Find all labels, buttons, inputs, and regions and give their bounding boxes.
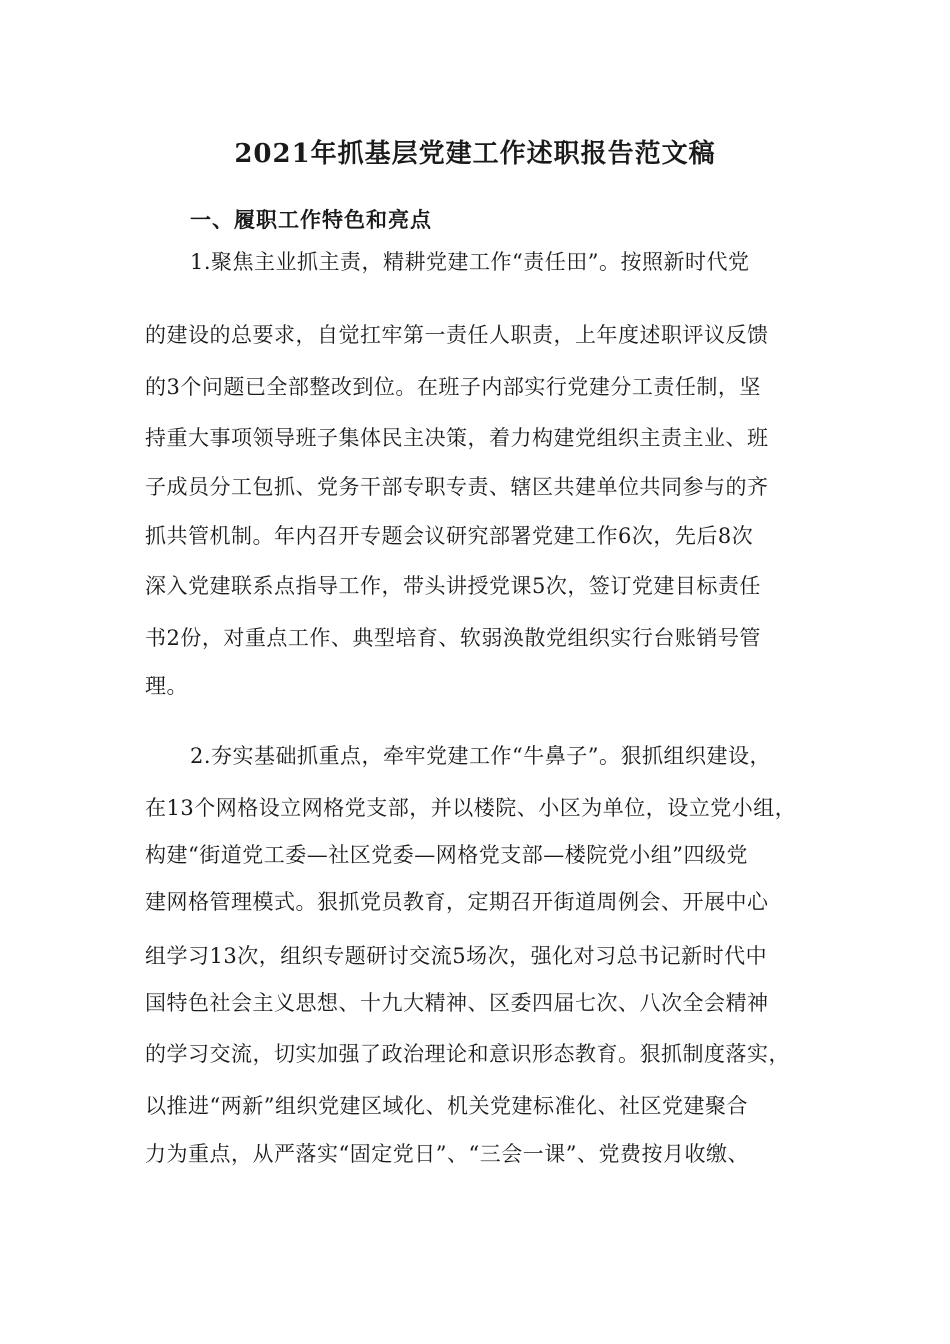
section-heading: 一、履职工作特色和亮点 [190,207,432,232]
paragraph-2-line: 在13个网格设立网格党支部，并以楼院、小区为单位，设立党小组， [145,796,797,820]
paragraph-2-line: 的学习交流，切实加强了政治理论和意识形态教育。狠抓制度落实， [145,1042,790,1066]
paragraph-1-line: 深入党建联系点指导工作，带头讲授党课5次，签订党建目标责任 [145,574,761,598]
paragraph-1-line: 的3个问题已全部整改到位。在班子内部实行党建分工责任制，坚 [145,375,761,399]
paragraph-1-line: 书2份，对重点工作、典型培育、软弱涣散党组织实行台账销号管 [145,626,761,650]
paragraph-1-line: 的建设的总要求，自觉扛牢第一责任人职责，上年度述职评议反馈 [145,323,769,347]
paragraph-2-line: 2.夯实基础抓重点，牵牢党建工作“牛鼻子”。狠抓组织建设， [190,744,772,768]
paragraph-2-line: 构建“街道党工委—社区党委—网格党支部—楼院党小组”四级党 [145,843,748,867]
paragraph-2-line: 建网格管理模式。狠抓党员教育，定期召开街道周例会、开展中心 [145,890,769,914]
document-title: 2021年抓基层党建工作述职报告范文稿 [234,139,716,169]
paragraph-1-line: 抓共管机制。年内召开专题会议研究部署党建工作6次，先后8次 [145,524,754,548]
paragraph-2-line: 国特色社会主义思想、十九大精神、区委四届七次、八次全会精神 [145,991,769,1015]
paragraph-2-line: 组学习13次，组织专题研讨交流5场次，强化对习总书记新时代中 [145,944,768,968]
paragraph-1-line: 1.聚焦主业抓主责，精耕党建工作“责任田”。按照新时代党 [190,250,750,274]
paragraph-2-line: 力为重点，从严落实“固定党日”、“三会一课”、党费按月收缴、 [145,1142,749,1166]
paragraph-1-line: 持重大事项领导班子集体民主决策，着力构建党组织主责主业、班 [145,426,769,450]
paragraph-1-line: 子成员分工包抓、党务干部专职专责、辖区共建单位共同参与的齐 [145,475,769,499]
paragraph-2-line: 以推进“两新”组织党建区域化、机关党建标准化、社区党建聚合 [145,1094,748,1118]
paragraph-1-line: 理。 [145,674,188,698]
